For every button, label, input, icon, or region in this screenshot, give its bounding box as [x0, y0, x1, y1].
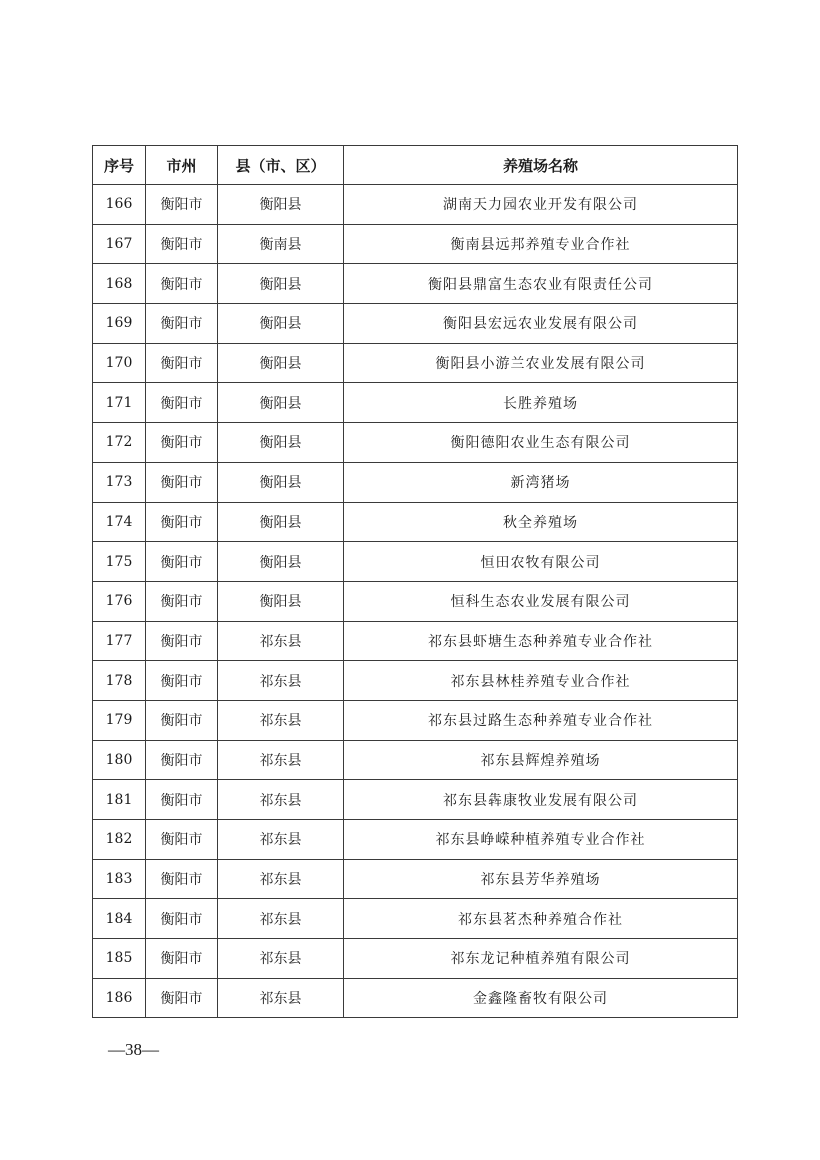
table-row [93, 978, 738, 1018]
cell-city: 衡阳市 [146, 581, 218, 621]
cell-farm-name: 恒田农牧有限公司 [344, 542, 738, 582]
cell-serial-number: 183 [93, 859, 146, 899]
cell-serial-number: 169 [93, 304, 146, 344]
cell-city: 衡阳市 [146, 423, 218, 463]
table-row [93, 542, 738, 582]
cell-farm-name: 祁东县虾塘生态种养殖专业合作社 [344, 621, 738, 661]
cell-serial-number: 180 [93, 740, 146, 780]
cell-serial-number: 182 [93, 820, 146, 860]
table-row [93, 899, 738, 939]
cell-serial-number: 171 [93, 383, 146, 423]
cell-county: 衡阳县 [218, 343, 344, 383]
cell-serial-number: 185 [93, 939, 146, 979]
cell-county: 祁东县 [218, 820, 344, 860]
table-row [93, 780, 738, 820]
cell-serial-number: 178 [93, 661, 146, 701]
cell-city: 衡阳市 [146, 621, 218, 661]
cell-city: 衡阳市 [146, 899, 218, 939]
cell-city: 衡阳市 [146, 820, 218, 860]
table-row [93, 185, 738, 225]
cell-city: 衡阳市 [146, 859, 218, 899]
cell-county: 衡阳县 [218, 264, 344, 304]
cell-city: 衡阳市 [146, 462, 218, 502]
cell-county: 衡阳县 [218, 383, 344, 423]
table-row [93, 264, 738, 304]
cell-county: 衡阳县 [218, 502, 344, 542]
cell-farm-name: 恒科生态农业发展有限公司 [344, 581, 738, 621]
cell-county: 祁东县 [218, 939, 344, 979]
cell-farm-name: 祁东县辉煌养殖场 [344, 740, 738, 780]
cell-farm-name: 祁东县过路生态种养殖专业合作社 [344, 700, 738, 740]
cell-serial-number: 175 [93, 542, 146, 582]
table-row [93, 621, 738, 661]
cell-county: 祁东县 [218, 661, 344, 701]
cell-city: 衡阳市 [146, 264, 218, 304]
cell-serial-number: 176 [93, 581, 146, 621]
cell-serial-number: 174 [93, 502, 146, 542]
cell-county: 祁东县 [218, 621, 344, 661]
cell-city: 衡阳市 [146, 502, 218, 542]
cell-serial-number: 172 [93, 423, 146, 463]
cell-city: 衡阳市 [146, 343, 218, 383]
cell-city: 衡阳市 [146, 939, 218, 979]
cell-city: 衡阳市 [146, 542, 218, 582]
cell-city: 衡阳市 [146, 661, 218, 701]
cell-city: 衡阳市 [146, 383, 218, 423]
table-row [93, 462, 738, 502]
cell-serial-number: 186 [93, 978, 146, 1018]
header-city: 市州 [146, 146, 218, 185]
cell-county: 衡阳县 [218, 581, 344, 621]
cell-farm-name: 祁东龙记种植养殖有限公司 [344, 939, 738, 979]
cell-serial-number: 184 [93, 899, 146, 939]
table-header [93, 146, 738, 185]
cell-farm-name: 衡南县远邦养殖专业合作社 [344, 224, 738, 264]
table-row [93, 939, 738, 979]
table-row [93, 343, 738, 383]
farm-list-table [92, 145, 738, 1018]
cell-farm-name: 祁东县犇康牧业发展有限公司 [344, 780, 738, 820]
cell-serial-number: 168 [93, 264, 146, 304]
cell-county: 祁东县 [218, 859, 344, 899]
cell-serial-number: 166 [93, 185, 146, 225]
table-row [93, 581, 738, 621]
cell-farm-name: 祁东县茗杰种养殖合作社 [344, 899, 738, 939]
cell-farm-name: 衡阳县宏远农业发展有限公司 [344, 304, 738, 344]
cell-county: 衡阳县 [218, 185, 344, 225]
cell-farm-name: 秋全养殖场 [344, 502, 738, 542]
cell-county: 衡阳县 [218, 462, 344, 502]
cell-city: 衡阳市 [146, 740, 218, 780]
table-row [93, 383, 738, 423]
cell-county: 祁东县 [218, 700, 344, 740]
cell-city: 衡阳市 [146, 185, 218, 225]
cell-farm-name: 衡阳德阳农业生态有限公司 [344, 423, 738, 463]
cell-county: 衡阳县 [218, 304, 344, 344]
cell-farm-name: 祁东县峥嵘种植养殖专业合作社 [344, 820, 738, 860]
table-row [93, 820, 738, 860]
page-number: —38— [108, 1040, 159, 1059]
table-row [93, 502, 738, 542]
cell-county: 衡阳县 [218, 423, 344, 463]
cell-city: 衡阳市 [146, 780, 218, 820]
cell-farm-name: 湖南天力园农业开发有限公司 [344, 185, 738, 225]
cell-city: 衡阳市 [146, 700, 218, 740]
cell-serial-number: 170 [93, 343, 146, 383]
cell-farm-name: 衡阳县鼎富生态农业有限责任公司 [344, 264, 738, 304]
table-row [93, 859, 738, 899]
table-row [93, 700, 738, 740]
table-body [93, 185, 738, 1018]
table-row [93, 224, 738, 264]
cell-serial-number: 173 [93, 462, 146, 502]
header-serial-number: 序号 [93, 146, 146, 185]
header-row [93, 146, 738, 185]
cell-farm-name: 衡阳县小游兰农业发展有限公司 [344, 343, 738, 383]
cell-county: 祁东县 [218, 899, 344, 939]
cell-city: 衡阳市 [146, 304, 218, 344]
cell-serial-number: 179 [93, 700, 146, 740]
header-county: 县（市、区） [218, 146, 344, 185]
cell-farm-name: 祁东县林桂养殖专业合作社 [344, 661, 738, 701]
header-farm-name: 养殖场名称 [344, 146, 738, 185]
cell-farm-name: 新湾猪场 [344, 462, 738, 502]
table-row [93, 423, 738, 463]
cell-farm-name: 金鑫隆畜牧有限公司 [344, 978, 738, 1018]
table-row [93, 304, 738, 344]
cell-farm-name: 祁东县芳华养殖场 [344, 859, 738, 899]
cell-serial-number: 181 [93, 780, 146, 820]
cell-county: 祁东县 [218, 740, 344, 780]
cell-county: 衡南县 [218, 224, 344, 264]
cell-serial-number: 177 [93, 621, 146, 661]
cell-city: 衡阳市 [146, 978, 218, 1018]
cell-city: 衡阳市 [146, 224, 218, 264]
cell-serial-number: 167 [93, 224, 146, 264]
cell-county: 祁东县 [218, 978, 344, 1018]
cell-farm-name: 长胜养殖场 [344, 383, 738, 423]
cell-county: 祁东县 [218, 780, 344, 820]
table-row [93, 661, 738, 701]
table-row [93, 740, 738, 780]
cell-county: 衡阳县 [218, 542, 344, 582]
